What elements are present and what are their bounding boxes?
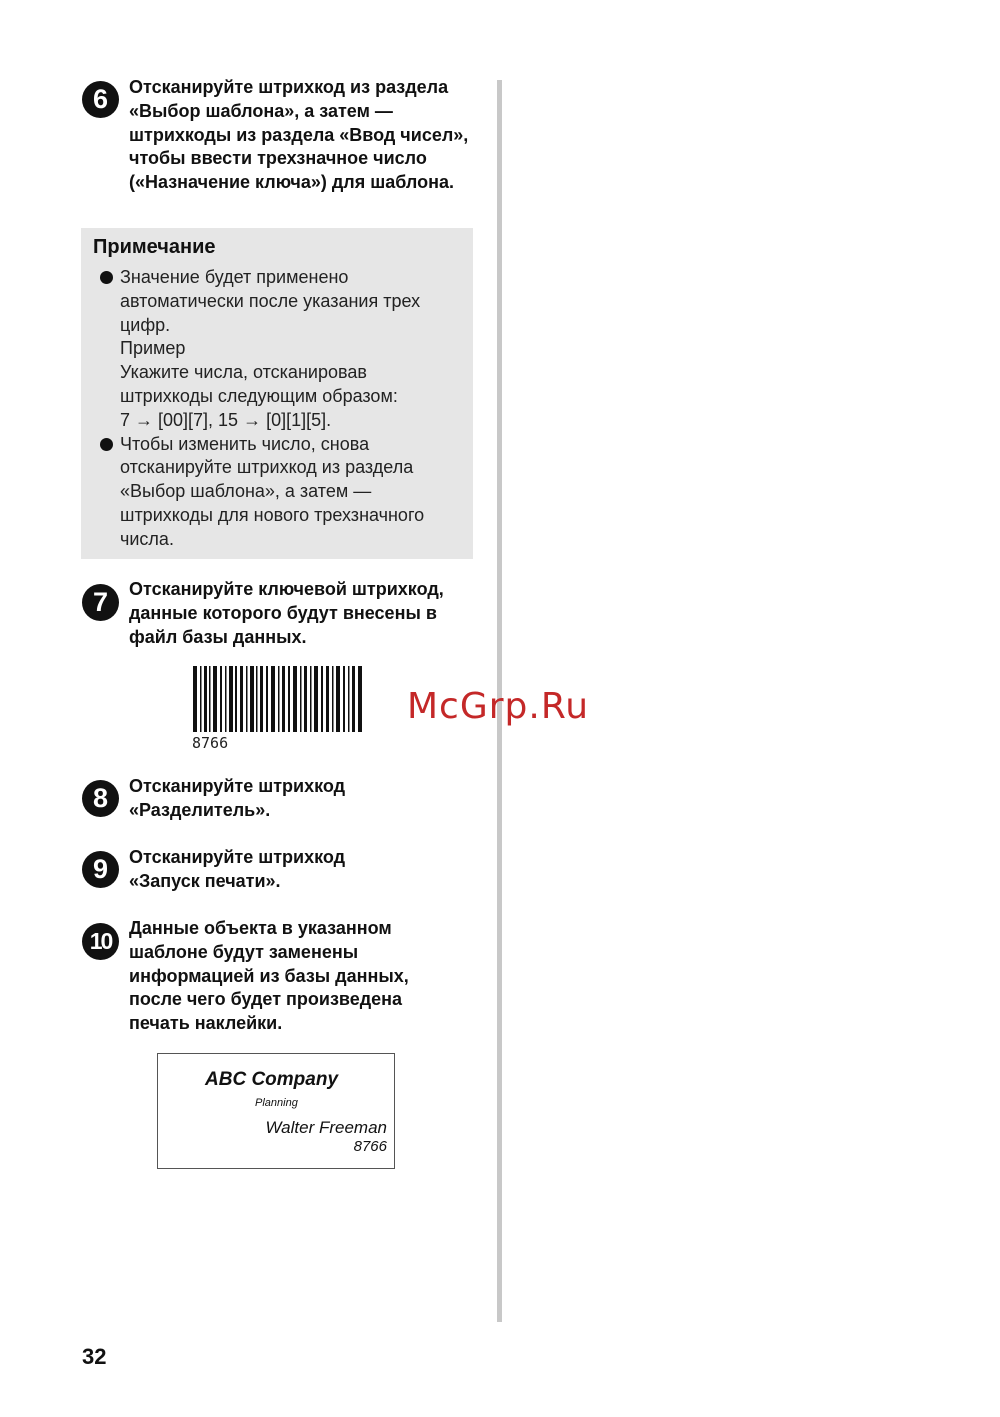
step-7-text: Отсканируйте ключевой штрихкод, данные которого будут внесены в файл базы данных. bbox=[129, 579, 444, 647]
note-text: Чтобы изменить число, снова отсканируйте штрихкод из раздела «Выбор шаблона», а затем — штрихкоды для нового трехзначного числа. bbox=[120, 433, 425, 549]
step-10-text: Данные объекта в указанном шаблоне будут заменены информацией из базы данных, после чего будет произведена печать наклейки. bbox=[129, 918, 409, 1034]
note-example-label: Пример bbox=[120, 338, 186, 359]
label-company: ABC Company bbox=[205, 1069, 339, 1090]
step-8-text: Отсканируйте штрихкод «Разделитель». bbox=[129, 776, 346, 820]
step-6-number: 6 bbox=[92, 84, 109, 114]
note-text: Значение будет применено автоматически после указания трех цифр. bbox=[120, 267, 421, 335]
step-8-number: 8 bbox=[92, 783, 109, 813]
label-key: 8766 bbox=[353, 1138, 387, 1155]
step-10-badge bbox=[82, 923, 119, 960]
step-6-badge bbox=[82, 81, 119, 118]
barcode-number: 8766 bbox=[192, 734, 229, 752]
page-number: 32 bbox=[82, 1344, 107, 1369]
step-9-number: 9 bbox=[92, 854, 109, 884]
bullet-icon bbox=[100, 271, 113, 284]
note-box bbox=[81, 228, 473, 559]
note-item bbox=[100, 266, 460, 433]
barcode-bars bbox=[192, 666, 367, 732]
step-7-badge bbox=[82, 584, 119, 621]
label-preview bbox=[157, 1053, 395, 1169]
step-9-badge bbox=[82, 851, 119, 888]
step-8-badge bbox=[82, 780, 119, 817]
step-10-number: 10 bbox=[89, 928, 112, 954]
note-item bbox=[100, 433, 460, 552]
step-7-number: 7 bbox=[92, 587, 109, 617]
label-department: Planning bbox=[255, 1097, 298, 1109]
watermark: McGrp.Ru bbox=[407, 686, 590, 727]
bullet-icon bbox=[100, 438, 113, 451]
label-name: Walter Freeman bbox=[265, 1118, 387, 1137]
note-text: Укажите числа, отсканировав штрихкоды следующим образом: bbox=[120, 362, 398, 406]
note-example: 7 → [00][7], 15 → [0][1][5]. bbox=[120, 409, 332, 430]
barcode bbox=[192, 666, 367, 756]
note-title: Примечание bbox=[93, 236, 216, 258]
step-9-text: Отсканируйте штрихкод «Запуск печати». bbox=[129, 847, 346, 891]
step-6-text: Отсканируйте штрихкод из раздела «Выбор шаблона», а затем — штрихкоды из раздела «Ввод чисел», чтобы ввести трехзначное число («Назначение ключа») для шаблона. bbox=[129, 77, 469, 193]
note-list bbox=[100, 266, 460, 552]
